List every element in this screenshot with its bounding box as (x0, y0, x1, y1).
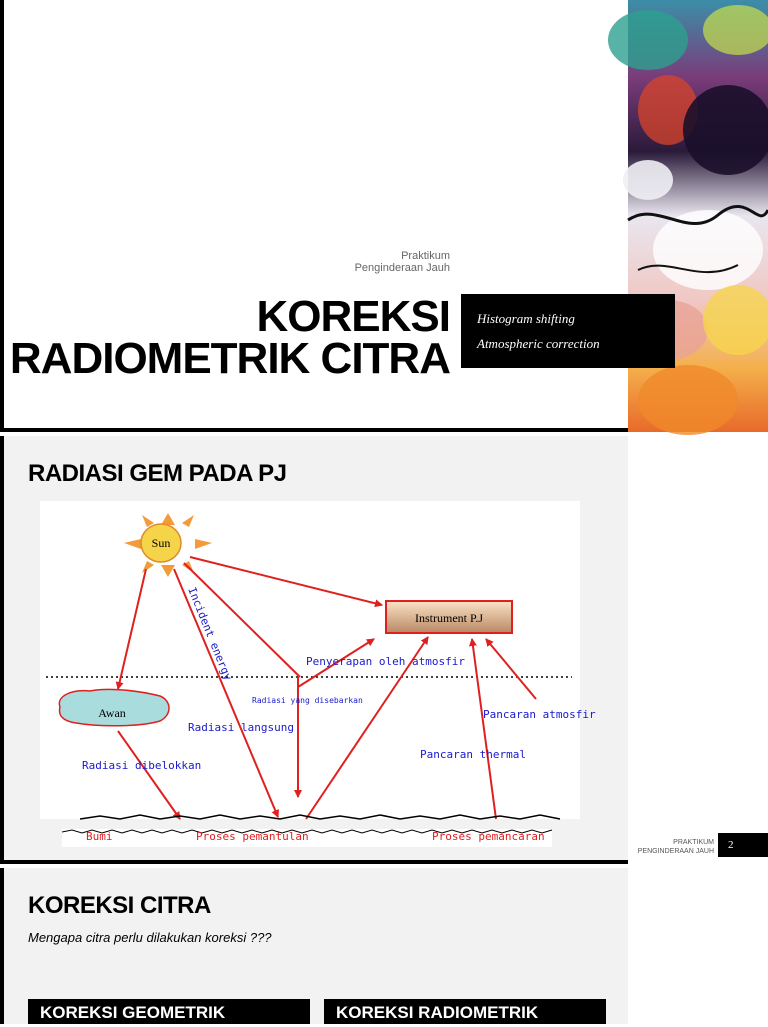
course-subtitle (304, 250, 450, 274)
arrow-cloud-to-earth (118, 731, 180, 819)
sun-label: Sun (151, 536, 171, 550)
cloud-label: Awan (98, 706, 126, 720)
correction-slide (0, 868, 628, 1024)
side-course-label (620, 838, 714, 856)
slide-title (4, 292, 450, 383)
radiation-diagram (40, 501, 596, 819)
incident-energy-label: Incident energy (185, 585, 235, 683)
subtitle-line-1: Praktikum (401, 250, 450, 262)
slide-question: Mengapa citra perlu dilakukan koreksi ??? (28, 930, 272, 945)
arrow-sun-to-earth (174, 569, 278, 817)
proses-pemantulan-label: Proses pemantulan (196, 830, 309, 843)
pancaran-thermal-label: Pancaran thermal (420, 748, 526, 761)
radiasi-dibelokkan-label: Radiasi dibelokkan (82, 759, 202, 772)
radiasi-langsung-label: Radiasi langsung (188, 721, 294, 734)
penyerapan-label: Penyerapan oleh atmosfir (306, 655, 465, 668)
tab-koreksi-geometrik: KOREKSI GEOMETRIK (28, 999, 310, 1024)
ground-labels-strip (62, 829, 552, 847)
side-label-line-2: PENGINDERAAN JAUH (637, 848, 714, 855)
topic-atmospheric-correction: Atmospheric correction (477, 336, 600, 351)
title-line-2: RADIOMETRIK CITRA (9, 334, 450, 383)
page-number: 2 (728, 839, 734, 851)
instrument-label: Instrument P.J (414, 611, 484, 625)
pancaran-atmosfir-label: Pancaran atmosfir (483, 708, 596, 721)
arrow-thermal-to-instrument (472, 639, 496, 819)
bumi-label: Bumi (86, 830, 113, 843)
tab-koreksi-radiometrik: KOREKSI RADIOMETRIK (324, 999, 606, 1024)
topic-histogram-shifting: Histogram shifting (477, 311, 575, 326)
proses-pemancaran-label: Proses pemancaran (432, 830, 545, 843)
cloud-shape (59, 689, 169, 725)
title-line-1: KOREKSI (256, 292, 450, 341)
slide-heading: RADIASI GEM PADA PJ (28, 460, 287, 487)
page-number-box (718, 833, 768, 857)
arrow-sun-to-cloud (118, 569, 146, 689)
radiasi-disebarkan-label: Radiasi yang disebarkan (252, 696, 363, 705)
sun-icon (124, 513, 212, 577)
subtitle-line-2: Penginderaan Jauh (354, 262, 450, 274)
instrument-box (386, 601, 512, 633)
topics-box (461, 294, 675, 368)
arrow-atmosphere-to-instrument (486, 639, 536, 699)
side-label-line-1: PRAKTIKUM (673, 839, 714, 846)
ground-line (80, 815, 560, 819)
slide-heading: KOREKSI CITRA (28, 892, 211, 919)
